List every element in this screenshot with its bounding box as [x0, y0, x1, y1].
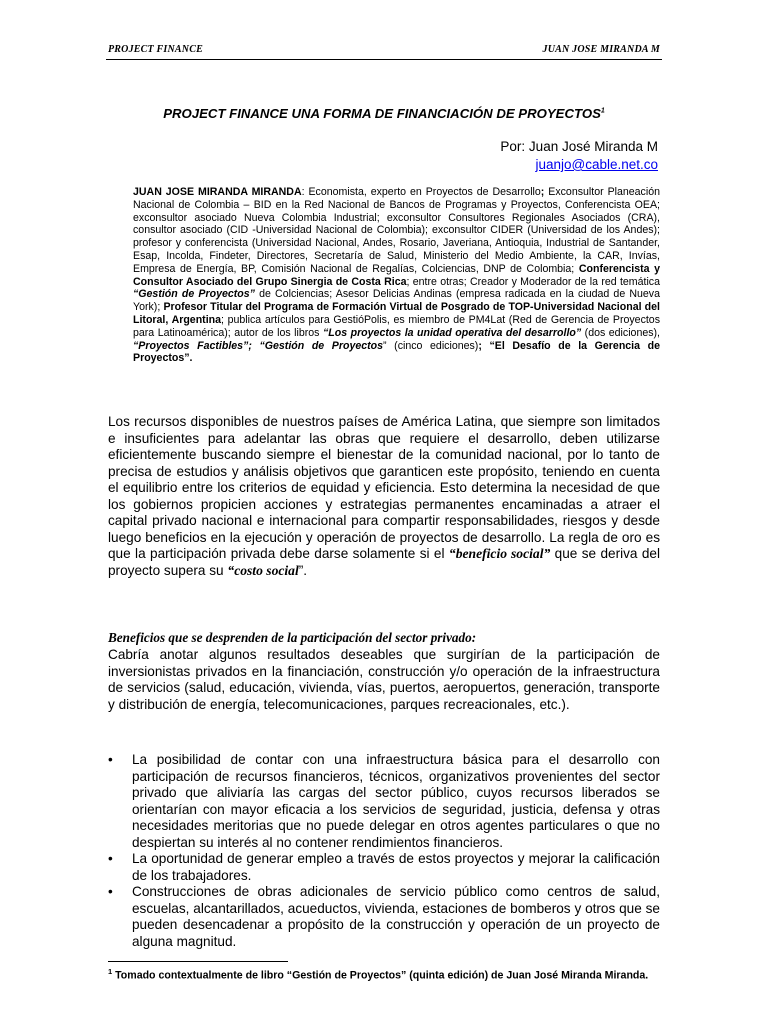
running-header-right: JUAN JOSE MIRANDA M [542, 44, 660, 55]
bio-semicolon: ; [540, 186, 545, 198]
intro-text-2: que se deriva del proyecto supera su [108, 546, 660, 578]
bio-bold-3: ; “El Desafío de la Gerencia de Proyectos”. [133, 339, 660, 365]
author-byline: Por: Juan José Miranda M [500, 139, 658, 154]
author-bio [133, 186, 660, 365]
document-title [108, 106, 660, 121]
bio-bold-1: Conferencista y Consultor Asociado del Grupo Sinergia de Costa Rica [133, 262, 660, 288]
author-email-link[interactable]: juanjo@cable.net.co [535, 157, 658, 172]
costo-social-term: “costo social [227, 562, 299, 578]
intro-paragraph [108, 414, 660, 579]
bullet-icon: • [108, 752, 113, 767]
footnote-mark: 1 [108, 967, 113, 976]
header-rule [106, 59, 662, 60]
bio-text-3: ; entre otras; Creador y Moderador de la red temática [406, 275, 660, 288]
intro-text-1: Los recursos disponibles de nuestros países de América Latina, que siempre son limitados e insuficientes para adelantar las obras que requiere el desarrollo, deben utilizarse eficientemente buscando siempre el bienestar de la comunidad nacional, por lo tanto de precisa de estudios y análisis objetivos que garanticen este propósito, teniendo en cuenta el equilibrio entre los criterios de equidad y eficiencia. Esto determina la necesidad de que los gobiernos propicien acciones y estrategias permanentes encaminadas a atraer el capital privado nacional e internacional para compartir responsabilidades, riesgos y desde luego beneficios en la ejecución y operación de proyectos de desarrollo. La regla de oro es que la participación privada debe darse solamente si el [108, 414, 660, 561]
bio-text-7: ” (cinco ediciones) [383, 339, 479, 352]
bio-bold-italic-3: “Proyectos Factibles”; “Gestión de Proyectos [133, 339, 384, 352]
bio-bold-italic-1: “Gestión de Proyectos” [133, 288, 255, 301]
list-item [108, 884, 660, 950]
bullet-icon: • [108, 884, 113, 899]
running-header-left: PROJECT FINANCE [108, 44, 203, 55]
document-title-text: PROJECT FINANCE UNA FORMA DE FINANCIACIÓN DE PROYECTOS [163, 106, 601, 121]
list-item [108, 851, 660, 884]
benefits-list [108, 752, 660, 950]
bio-text-5: ; publica artículos para GestióPolis, es miembro de PM4Lat (Red de Gerencia de Proyectos para Latinoamérica); autor de los libros [133, 313, 660, 339]
bio-bold-italic-2: “Los proyectos la unidad operativa del desarrollo” [322, 326, 582, 339]
bio-text-6: (dos ediciones), [581, 326, 660, 339]
intro-text-3: ”. [298, 562, 308, 578]
footnote [108, 966, 660, 982]
beneficio-social-term: “beneficio social” [448, 546, 551, 561]
bullet-icon: • [108, 851, 113, 866]
bio-text-1: : Economista, experto en Proyectos de Desarrollo [301, 186, 541, 198]
list-item-text: Construcciones de obras adicionales de servicio público como centros de salud, escuelas, alcantarillados, acueductos, vivienda, estaciones de bomberos y otros que se pueden desencadenar a propósito de la construcción y operación de un proyecto de alguna magnitud. [132, 884, 660, 949]
list-item [108, 752, 660, 851]
bio-text-2: Exconsultor Planeación Nacional de Colombia – BID en la Red Nacional de Bancos de Programas y Proyectos, Conferencista OEA; exconsultor asociado Nueva Colombia Industrial; exconsultor Consultores Regionales Asociados (CRA), consultor asociado (CID -Universidad Nacional de Colombia); exconsultor CIDER (Universidad de los Andes); profesor y conferencista (Universidad Nacional, Andes, Rosario, Javeriana, Antioquia, Industrial de Santander, Esap, Incolda, Findeter, Directores, Secretaría de Salud, Ministerio del Medio Ambiente, la CAR, Invías, Empresa de Energía, BP, Comisión Nacional de Regalías, Colciencias, DNP de Colombia; [133, 186, 660, 275]
benefits-paragraph: Cabría anotar algunos resultados deseables que surgirían de la participación de inversionistas privados en la financiación, construcción y/o operación de la infraestructura de servicios (salud, educación, vivienda, vías, puertos, aeropuertos, generación, transporte y distribución de energía, telecomunicaciones, parques recreacionales, etc.). [108, 647, 660, 712]
footnote-rule [108, 961, 288, 962]
footnote-text: Tomado contextualmente de libro “Gestión de Proyectos” (quinta edición) de Juan José Miranda Miranda. [112, 969, 649, 982]
section-heading: Beneficios que se desprenden de la participación del sector privado: [108, 630, 477, 645]
bio-text-4: de Colciencias; Asesor Delicias Andinas (empresa radicada en la ciudad de Nueva York); [133, 288, 660, 314]
title-footnote-mark[interactable]: 1 [600, 107, 605, 115]
bio-name: JUAN JOSE MIRANDA MIRANDA [133, 186, 302, 198]
list-item-text: La posibilidad de contar con una infraestructura básica para el desarrollo con participación de recursos financieros, técnicos, organizativos provenientes del sector privado que aliviaría las cargas del sector público, cuyos recursos liberados se orientarían con mayor eficacia a los servicios de seguridad, justicia, defensa y otras necesidades meritorias que no puede delegar en otros agentes particulares o que no despiertan su interés al no contener rendimientos financieros. [132, 752, 660, 850]
list-item-text: La oportunidad de generar empleo a través de estos proyectos y mejorar la calificación de los trabajadores. [132, 851, 660, 883]
bio-bold-2: Profesor Titular del Programa de Formación Virtual de Posgrado de TOP-Universidad Nacional del Litoral, Argentina [133, 301, 660, 326]
